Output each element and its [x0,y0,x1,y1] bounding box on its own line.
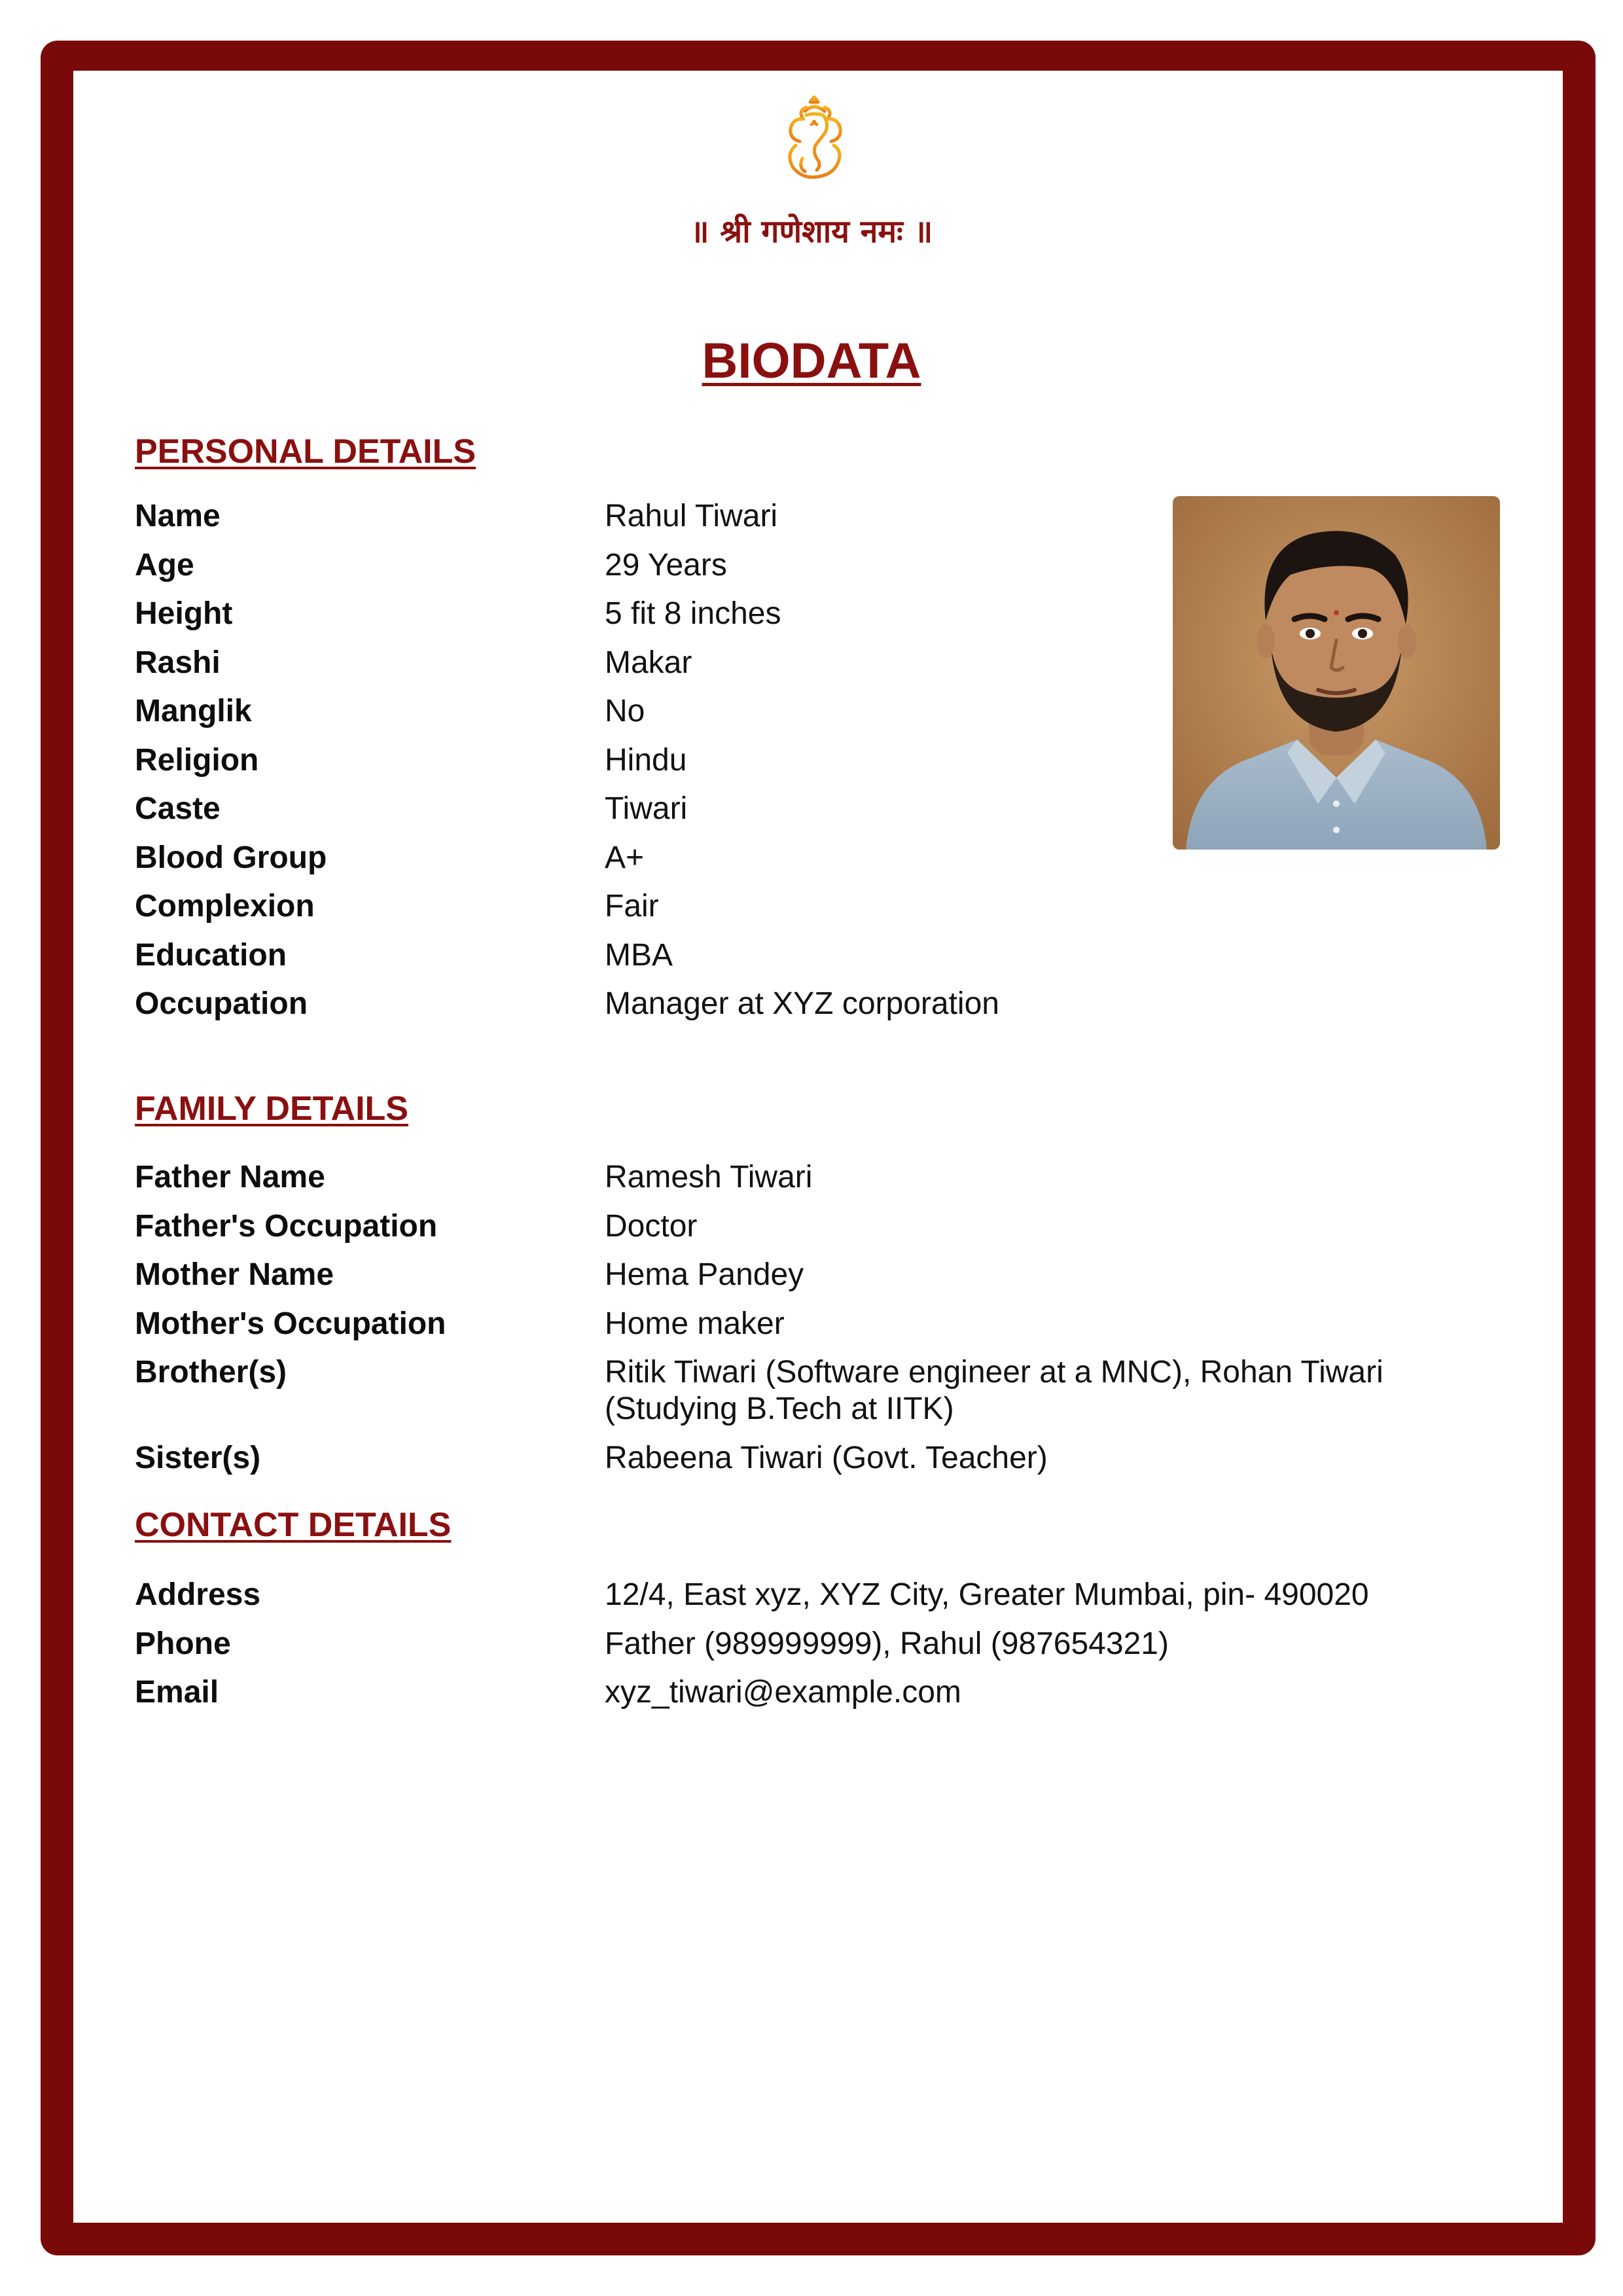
detail-value: Makar [605,645,692,680]
detail-value: Rahul Tiwari [605,499,778,533]
invocation-text: ॥ श्री गणेशाय नमः ॥ [690,213,933,250]
detail-value: Hindu [605,742,687,778]
detail-label: Father Name [135,1160,325,1194]
detail-row-father-name [135,1153,1509,1202]
detail-row-complexion [135,882,1509,931]
ganesha-icon [776,96,853,183]
detail-row-phone [135,1620,1509,1669]
detail-label: Email [135,1675,219,1710]
detail-label: Brother(s) [135,1355,287,1390]
detail-label: Mother's Occupation [135,1306,446,1341]
detail-label: Complexion [135,889,315,924]
contact-details-list [135,1571,1509,1717]
detail-value: 29 Years [605,547,727,583]
detail-label: Rashi [135,645,221,680]
detail-value: 5 fit 8 inches [605,596,781,631]
page-sheet [73,71,1563,2223]
detail-label: Occupation [135,986,308,1021]
detail-row-father-occupation [135,1202,1509,1251]
detail-value: No [605,694,645,728]
personal-details-heading: PERSONAL DETAILS [135,433,476,471]
detail-label: Manglik [135,694,252,728]
detail-label: Age [135,547,194,583]
detail-row-address [135,1571,1509,1620]
detail-value: Fair [605,889,659,924]
detail-value: Manager at XYZ corporation [605,986,999,1021]
detail-value: Father (989999999), Rahul (987654321) [605,1626,1169,1661]
detail-value: 12/4, East xyz, XYZ City, Greater Mumbai, pin- 490020 [605,1577,1369,1612]
detail-row-occupation [135,980,1509,1029]
page-title: BIODATA [702,333,921,389]
detail-row-sisters [135,1434,1509,1483]
detail-value: xyz_tiwari@example.com [605,1675,961,1710]
detail-value: Hema Pandey [605,1257,804,1292]
detail-value: MBA [605,937,673,973]
detail-label: Blood Group [135,840,327,875]
detail-label: Religion [135,742,259,778]
detail-value: A+ [605,840,645,875]
detail-label: Sister(s) [135,1440,261,1475]
detail-row-mother-name [135,1251,1509,1300]
detail-row-email [135,1668,1509,1717]
contact-details-heading: CONTACT DETAILS [135,1506,452,1544]
detail-label: Caste [135,791,221,826]
detail-label: Education [135,937,287,973]
detail-value: Rabeena Tiwari (Govt. Teacher) [605,1440,1048,1475]
family-details-list [135,1153,1509,1482]
family-details-heading: FAMILY DETAILS [135,1090,408,1128]
detail-label: Mother Name [135,1257,334,1292]
detail-value: Ritik Tiwari (Software engineer at a MNC), Rohan Tiwari (Studying B.Tech at IITK) [605,1355,1383,1426]
detail-label: Address [135,1577,261,1612]
detail-label: Name [135,499,221,533]
detail-row-education [135,931,1509,980]
detail-value: Ramesh Tiwari [605,1160,813,1194]
detail-value: Doctor [605,1208,698,1244]
detail-label: Phone [135,1626,231,1661]
detail-row-brothers [135,1348,1509,1434]
detail-label: Father's Occupation [135,1208,438,1244]
profile-photo [1173,496,1500,850]
detail-label: Height [135,596,233,631]
detail-value: Tiwari [605,791,688,826]
detail-value: Home maker [605,1306,785,1341]
detail-row-mother-occupation [135,1300,1509,1349]
